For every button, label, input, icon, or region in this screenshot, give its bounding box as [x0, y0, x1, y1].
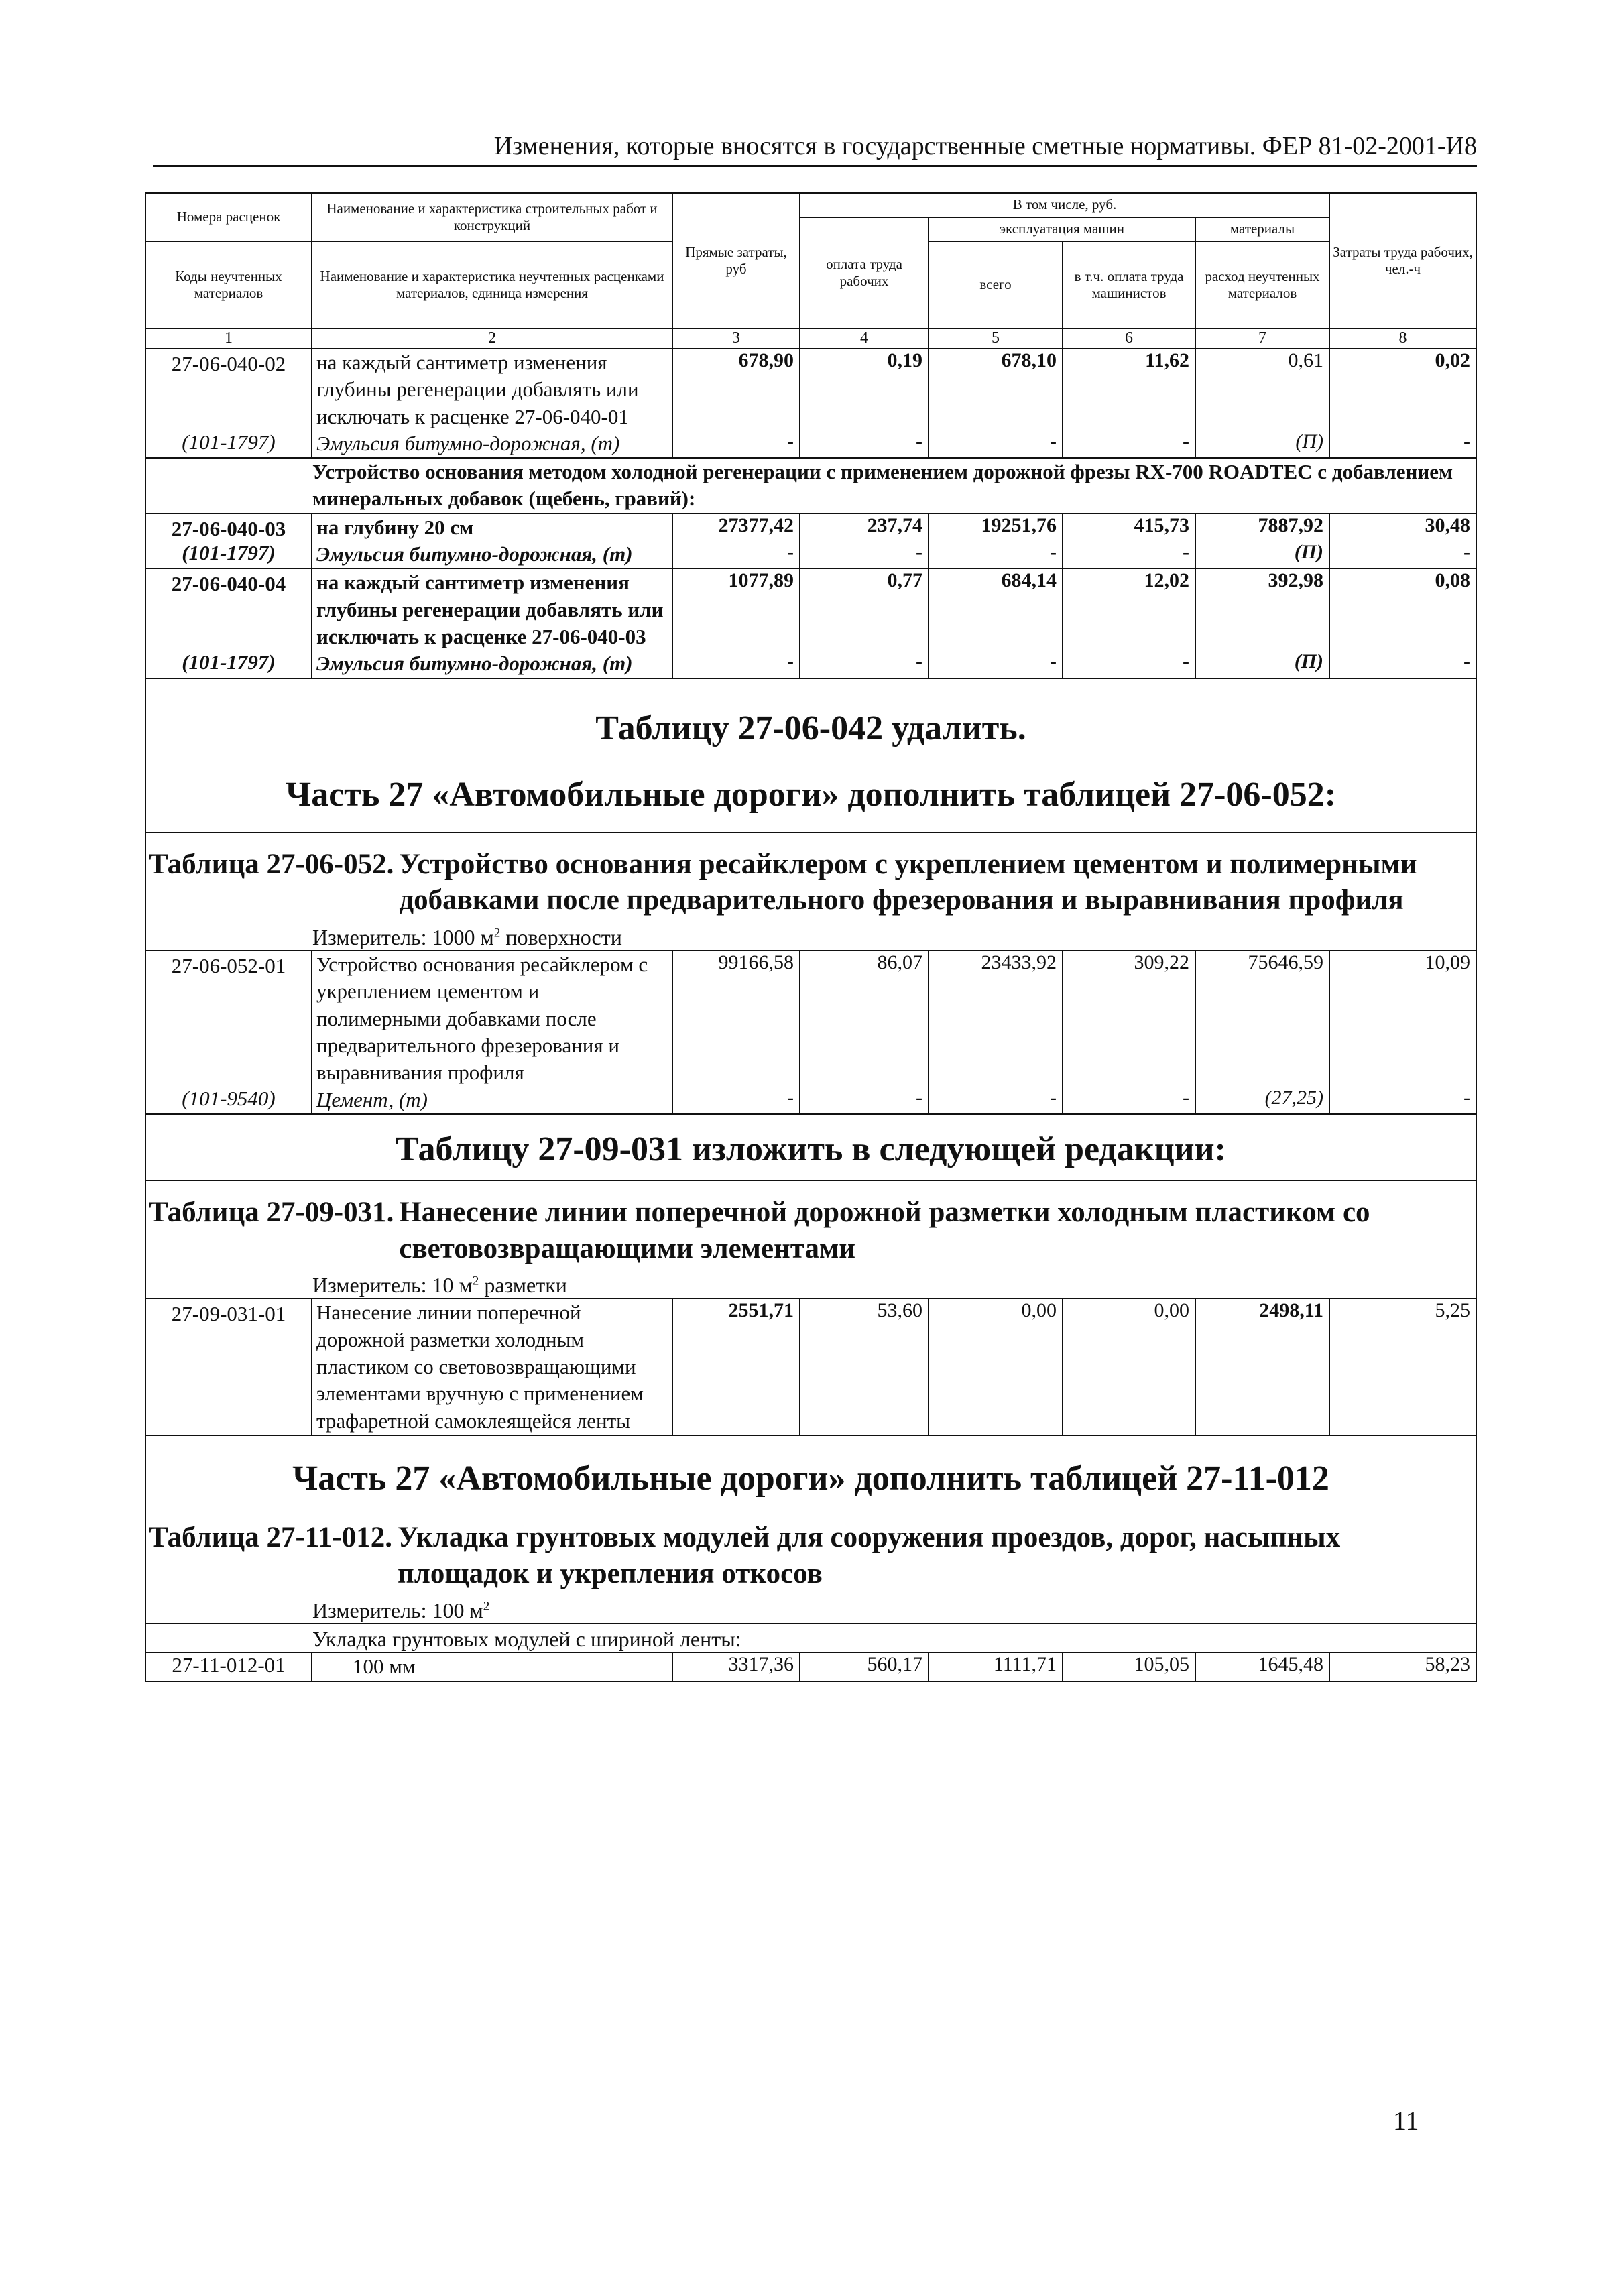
table-row: 27-06-052-01 Устройство основания ресайклером с укреплением цементом и полимерными добавками после предварительного фрезерования и выравнивания профиля 99166,58 86,07 23433,92 309,22 75646,59 10,09	[145, 951, 1476, 1086]
col-header-wages: оплата труда рабочих	[800, 217, 929, 328]
col-header-materials: материалы	[1195, 217, 1329, 241]
col-number: 7	[1195, 328, 1329, 349]
col-number: 4	[800, 328, 929, 349]
unit-of-measure: Измеритель: 100 $м^2$	[312, 1598, 490, 1623]
notice-delete-table: Таблицу 27-06-042 удалить.	[595, 709, 1026, 747]
page-number: 11	[1393, 2106, 1419, 2136]
col-number: 1	[145, 328, 312, 349]
material-row: (101-1797) Эмульсия битумно-дорожная, (т) - - - - (П) -	[145, 541, 1476, 568]
col-number: 8	[1329, 328, 1476, 349]
table-row: 27-06-040-03 на глубину 20 см 27377,42 237,74 19251,76 415,73 7887,92 30,48	[145, 513, 1476, 541]
col-header-name: Наименование и характеристика строительных работ и конструкций	[312, 193, 672, 241]
notice-add-table-012: Часть 27 «Автомобильные дороги» дополнить таблицей 27-11-012	[292, 1459, 1329, 1498]
table-number: Таблица 27-11-012.	[149, 1521, 392, 1553]
table-caption: Нанесение линии поперечной дорожной разметки холодным пластиком со световозвращающими элементами	[399, 1196, 1370, 1264]
table-row: 27-11-012-01 100 мм 3317,36 560,17 1111,71 105,05 1645,48 58,23	[145, 1652, 1476, 1681]
table-row: 27-06-040-02 на каждый сантиметр изменения глубины регенерации добавлять или исключать к расценке 27-06-040-01 678,90 0,19 678,10 11,62 0,61 0,02	[145, 349, 1476, 430]
col-header-direct-costs: Прямые затраты, руб	[672, 193, 800, 328]
col-header-group: В том числе, руб.	[800, 193, 1329, 217]
subsection-heading: Устройство основания методом холодной регенерации с применением дорожной фрезы RX-700 ROADTEC с добавлением минеральных добавок (щебень, гравий):	[145, 458, 1476, 513]
col-header-machines: эксплуатация машин	[929, 217, 1195, 241]
subsection-line: Укладка грунтовых модулей с шириной ленты:	[312, 1627, 741, 1652]
table-caption: Устройство основания ресайклером с укреплением цементом и полимерными добавками после предварительного фрезерования и выравнивания профиля	[399, 848, 1417, 916]
table-number: Таблица 27-06-052.	[149, 848, 394, 880]
table-caption: Укладка грунтовых модулей для сооружения проездов, дорог, насыпных площадок и укрепления откосов	[397, 1521, 1341, 1589]
col-header-codes: Номера расценок	[145, 193, 312, 241]
table-title-052	[146, 833, 1476, 919]
notice-revise-table-031: Таблицу 27-09-031 изложить в следующей редакции:	[396, 1130, 1226, 1168]
col-number: 2	[312, 328, 672, 349]
table-number: Таблица 27-09-031.	[149, 1196, 394, 1228]
material-row: (101-1797) Эмульсия битумно-дорожная, (т) - - - - (П) -	[145, 650, 1476, 678]
col-number: 5	[929, 328, 1063, 349]
col-header-material-names: Наименование и характеристика неучтенных расценками материалов, единица измерения	[312, 241, 672, 328]
unit-of-measure: Измеритель: 10 $м^2$ разметки	[312, 1273, 567, 1298]
col-header-labor: Затраты труда рабочих, чел.-ч	[1329, 193, 1476, 328]
col-header-machines-total: всего	[929, 241, 1063, 328]
rates-table-head	[145, 192, 1477, 1682]
col-number: 3	[672, 328, 800, 349]
notice-add-table-052: Часть 27 «Автомобильные дороги» дополнить таблицей 27-06-052:	[286, 775, 1337, 814]
col-header-operator-wages: в т.ч. оплата труда машинистов	[1063, 241, 1195, 328]
table-title-031	[146, 1181, 1476, 1267]
material-row: (101-9540) Цемент, (т) - - - - (27,25) -	[145, 1087, 1476, 1114]
table-row: 27-06-040-04 на каждый сантиметр изменения глубины регенерации добавлять или исключать к расценке 27-06-040-03 1077,89 0,77 684,14 12,02 392,98 0,08	[145, 568, 1476, 650]
col-number: 6	[1063, 328, 1195, 349]
col-header-material-usage: расход неучтенных материалов	[1195, 241, 1329, 328]
running-header: Изменения, которые вносятся в государственные сметные нормативы. ФЕР 81-02-2001-И8	[153, 131, 1477, 167]
material-row: (101-1797) Эмульсия битумно-дорожная, (т) - - - - (П) -	[145, 430, 1476, 458]
table-row: 27-09-031-01 Нанесение линии поперечной дорожной разметки холодным пластиком со световозвращающими элементами вручную с применением трафаретной самоклеящейся ленты 2551,71 53,60 0,00 0,00 2498,11 5,25	[145, 1298, 1476, 1435]
document-body	[145, 192, 1476, 1682]
table-title-012	[146, 1506, 1476, 1592]
col-header-material-codes: Коды неучтенных материалов	[145, 241, 312, 328]
unit-of-measure: Измеритель: 1000 $м^2$ поверхности	[312, 925, 622, 950]
